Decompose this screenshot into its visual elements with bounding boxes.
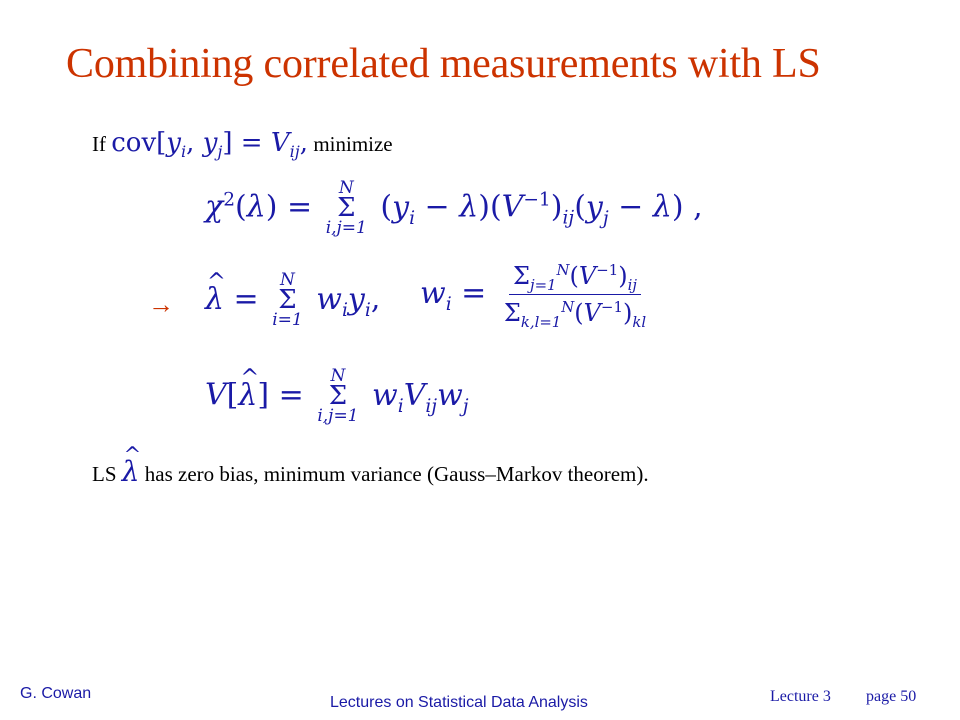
- chi-square-formula: $\chi^2(\lambda)$ = N Σ i,j=1 $(y_i - \lambda)(V^{-1})_{ij}(y_j - \lambda)$ ,: [205, 178, 703, 239]
- weights-fraction: $\frac{\Sigma_{j=1}^N(V^{-1})_{ij}}{\Sigma_{k,l=1}^N(V^{-1})_{kl}}$: [503, 261, 647, 331]
- conclusion-suffix: has zero bias, minimum variance (Gauss–Markov theorem).: [144, 462, 649, 486]
- page-title: Combining correlated measurements with LS: [66, 41, 821, 87]
- weights-formula: $w_i$ = $\frac{\Sigma_{j=1}^N(V^{-1})_{ij}}{\Sigma_{k,l=1}^N(V^{-1})_{kl}}$: [420, 262, 654, 327]
- footer-lecture: Lecture 3: [770, 688, 831, 705]
- footer-course: Lectures on Statistical Data Analysis: [330, 694, 588, 711]
- sum-symbol: N Σ i=1: [272, 270, 303, 331]
- footer-author: G. Cowan: [20, 685, 92, 702]
- conclusion-prefix: LS: [92, 462, 117, 486]
- intro-line: [92, 128, 393, 162]
- conclusion-line: [92, 455, 649, 488]
- lambda-hat-symbol: ^ λ: [122, 455, 140, 488]
- estimator-formula: ^ λ = N Σ i=1 $w_iy_i$,: [205, 272, 380, 329]
- implies-arrow: →: [148, 290, 174, 319]
- variance-formula: V[^ λ] = N Σ i,j=1 $w_iV_{ij}w_j$: [205, 368, 469, 425]
- sum-symbol: N Σ i,j=1: [325, 178, 367, 239]
- sum-symbol: N Σ i,j=1: [317, 366, 359, 427]
- intro-prefix: If: [92, 132, 106, 156]
- footer-page: page 50: [866, 688, 917, 705]
- covariance-formula: $cov[y_i$, $y_j] = V_{ij}$,: [111, 128, 309, 162]
- intro-suffix: minimize: [313, 132, 393, 156]
